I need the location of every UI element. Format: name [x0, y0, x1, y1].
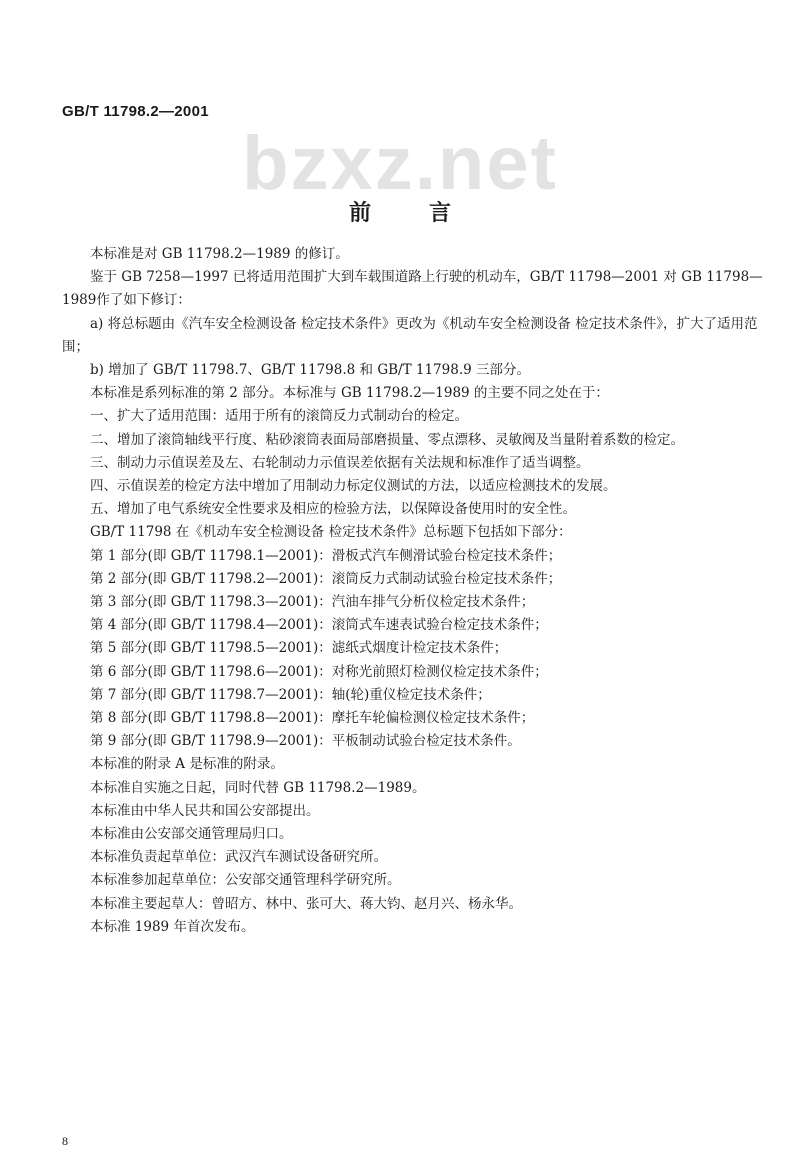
- paragraph-managed-by: 本标准由公安部交通管理局归口。: [90, 826, 293, 843]
- paragraph-part-1: 第 1 部分(即 GB/T 11798.1—2001)：滑板式汽车侧滑试验台检定技术条件；: [90, 547, 562, 564]
- paragraph-difference-5: 五、增加了电气系统安全性要求及相应的检验方法，以保障设备使用时的安全性。: [90, 501, 576, 518]
- paragraph-difference-1: 一、扩大了适用范围：适用于所有的滚筒反力式制动台的检定。: [90, 408, 468, 425]
- paragraph-difference-4: 四、示值误差的检定方法中增加了用制动力标定仪测试的方法，以适应检测技术的发展。: [90, 478, 617, 495]
- paragraph-first-issued: 本标准 1989 年首次发布。: [90, 918, 255, 935]
- paragraph-scope-change: 鉴于 GB 7258—1997 已将适用范围扩大到车载围道路上行驶的机动车，GB/T 11798—2001 对 GB 11798—1989作了如下修订：: [62, 269, 763, 309]
- paragraph-difference-3: 三、制动力示值误差及左、右轮制动力示值误差依据有关法规和标准作了适当调整。: [90, 454, 590, 471]
- paragraph-participating-unit: 本标准参加起草单位：公安部交通管理科学研究所。: [90, 872, 401, 889]
- standard-number: GB/T 11798.2—2001: [62, 103, 209, 120]
- document-body: [62, 243, 768, 939]
- paragraph-part-6: 第 6 部分(即 GB/T 11798.6—2001)：对称光前照灯检测仪检定技术条件；: [90, 663, 548, 680]
- page-title: 前言: [348, 201, 509, 226]
- paragraph-drafters: 本标准主要起草人：曾昭方、林中、张可大、蒋大钧、赵月兴、杨永华。: [90, 895, 522, 912]
- paragraph-part-4: 第 4 部分(即 GB/T 11798.4—2001)：滚筒式车速表试验台检定技术条件；: [90, 617, 548, 634]
- paragraph-part-3: 第 3 部分(即 GB/T 11798.3—2001)：汽油车排气分析仪检定技术条件；: [90, 594, 535, 611]
- paragraph-parts-intro: GB/T 11798 在《机动车安全检测设备 检定技术条件》总标题下包括如下部分：: [90, 524, 572, 541]
- paragraph-item-b: b) 增加了 GB/T 11798.7、GB/T 11798.8 和 GB/T 11798.9 三部分。: [90, 362, 530, 379]
- paragraph-part-9: 第 9 部分(即 GB/T 11798.9—2001)：平板制动试验台检定技术条件。: [90, 733, 521, 750]
- paragraph-part-8: 第 8 部分(即 GB/T 11798.8—2001)：摩托车轮偏检测仪检定技术条件；: [90, 710, 535, 727]
- paragraph-supersedes: 本标准自实施之日起，同时代替 GB 11798.2—1989。: [90, 779, 426, 796]
- paragraph-revision-note: 本标准是对 GB 11798.2—1989 的修订。: [90, 246, 349, 262]
- paragraph-part-2: 第 2 部分(即 GB/T 11798.2—2001)：滚筒反力式制动试验台检定技术条件；: [90, 570, 562, 587]
- paragraph-part-7: 第 7 部分(即 GB/T 11798.7—2001)：轴(轮)重仪检定技术条件；: [90, 686, 491, 703]
- watermark: bzxz.net: [242, 121, 558, 206]
- paragraph-appendix-note: 本标准的附录 A 是标准的附录。: [90, 756, 284, 773]
- page-number: 8: [62, 1134, 68, 1148]
- paragraph-differences-intro: 本标准是系列标准的第 2 部分。本标准与 GB 11798.2—1989 的主要不同之处在于：: [90, 385, 609, 402]
- paragraph-difference-2: 二、增加了滚筒轴线平行度、粘砂滚筒表面局部磨损量、零点漂移、灵敏阀及当量附着系数的检定。: [90, 431, 684, 448]
- paragraph-part-5: 第 5 部分(即 GB/T 11798.5—2001)：滤纸式烟度计检定技术条件；: [90, 640, 508, 657]
- paragraph-proposed-by: 本标准由中华人民共和国公安部提出。: [90, 802, 320, 819]
- paragraph-item-a: a) 将总标题由《汽车安全检测设备 检定技术条件》更改为《机动车安全检测设备 检定技术条件》，扩大了适用范围；: [62, 315, 758, 355]
- paragraph-drafting-unit: 本标准负责起草单位：武汉汽车测试设备研究所。: [90, 849, 387, 866]
